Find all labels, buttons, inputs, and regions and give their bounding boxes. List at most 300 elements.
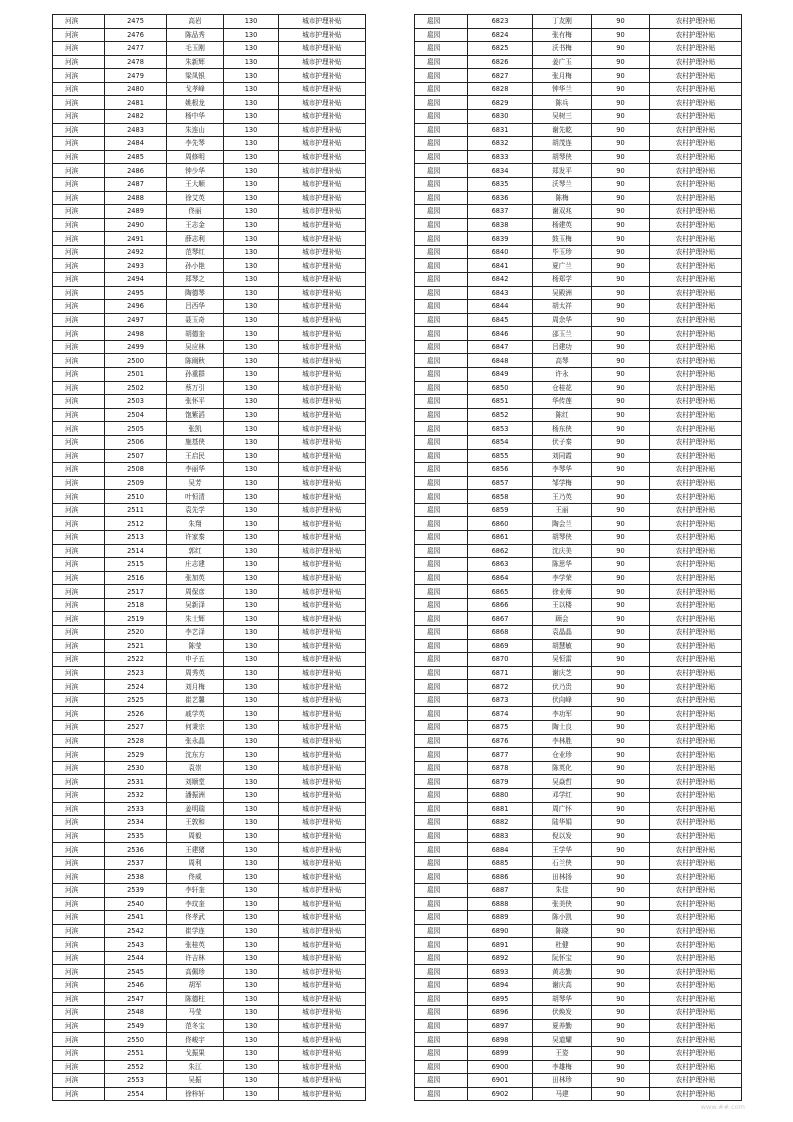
table-row [53, 829, 366, 843]
subsidy-type-cell: 农村护理补贴 [650, 110, 742, 124]
name-cell: 夏广兰 [533, 259, 592, 273]
amount-cell: 130 [224, 544, 279, 558]
name-cell: 石兰侠 [533, 856, 592, 870]
amount-cell: 130 [224, 911, 279, 925]
name-cell: 陈莹 [167, 639, 224, 653]
subsidy-type-cell: 农村护理补贴 [650, 707, 742, 721]
district-cell: 河滨 [53, 924, 105, 938]
name-cell: 谢先乾 [533, 123, 592, 137]
amount-cell: 90 [592, 82, 650, 96]
district-cell: 扈园 [415, 300, 468, 314]
district-cell: 河滨 [53, 1046, 105, 1060]
subsidy-type-cell: 农村护理补贴 [650, 748, 742, 762]
amount-cell: 130 [224, 707, 279, 721]
district-cell: 扈园 [415, 150, 468, 164]
table-row [53, 490, 366, 504]
table-row [415, 884, 742, 898]
subsidy-type-cell: 农村护理补贴 [650, 829, 742, 843]
table-row [415, 300, 742, 314]
subsidy-type-cell: 农村护理补贴 [650, 218, 742, 232]
serial-number-cell: 6868 [468, 626, 533, 640]
name-cell: 郑琴之 [167, 272, 224, 286]
amount-cell: 130 [224, 558, 279, 572]
serial-number-cell: 6884 [468, 843, 533, 857]
amount-cell: 130 [224, 205, 279, 219]
amount-cell: 90 [592, 911, 650, 925]
table-row [53, 327, 366, 341]
subsidy-type-cell: 农村护理补贴 [650, 585, 742, 599]
name-cell: 刘顺堂 [167, 775, 224, 789]
serial-number-cell: 2531 [105, 775, 167, 789]
subsidy-type-cell: 城市护理补贴 [279, 490, 366, 504]
serial-number-cell: 6889 [468, 911, 533, 925]
amount-cell: 130 [224, 1074, 279, 1088]
table-row [53, 354, 366, 368]
table-row [53, 1019, 366, 1033]
amount-cell: 130 [224, 15, 279, 29]
amount-cell: 90 [592, 205, 650, 219]
subsidy-type-cell: 农村护理补贴 [650, 666, 742, 680]
district-cell: 河滨 [53, 721, 105, 735]
district-cell: 扈园 [415, 503, 468, 517]
subsidy-type-cell: 城市护理补贴 [279, 286, 366, 300]
serial-number-cell: 6830 [468, 110, 533, 124]
amount-cell: 130 [224, 870, 279, 884]
district-cell: 扈园 [415, 137, 468, 151]
subsidy-type-cell: 城市护理补贴 [279, 313, 366, 327]
name-cell: 鼓玉梅 [533, 232, 592, 246]
table-row [415, 449, 742, 463]
district-cell: 扈园 [415, 449, 468, 463]
district-cell: 河滨 [53, 218, 105, 232]
amount-cell: 90 [592, 612, 650, 626]
amount-cell: 90 [592, 1019, 650, 1033]
amount-cell: 130 [224, 232, 279, 246]
serial-number-cell: 2479 [105, 69, 167, 83]
district-cell: 河滨 [53, 259, 105, 273]
serial-number-cell: 2505 [105, 422, 167, 436]
name-cell: 胡琴侠 [533, 530, 592, 544]
table-row [53, 463, 366, 477]
subsidy-type-cell: 城市护理补贴 [279, 734, 366, 748]
district-cell: 扈园 [415, 476, 468, 490]
serial-number-cell: 6867 [468, 612, 533, 626]
table-row [415, 395, 742, 409]
amount-cell: 130 [224, 924, 279, 938]
district-cell: 河滨 [53, 150, 105, 164]
amount-cell: 90 [592, 300, 650, 314]
name-cell: 许吉林 [167, 951, 224, 965]
serial-number-cell: 6883 [468, 829, 533, 843]
serial-number-cell: 2545 [105, 965, 167, 979]
amount-cell: 90 [592, 829, 650, 843]
name-cell: 王乃英 [533, 490, 592, 504]
name-cell: 张有梅 [533, 28, 592, 42]
district-cell: 河滨 [53, 938, 105, 952]
district-cell: 扈园 [415, 734, 468, 748]
table-row [53, 693, 366, 707]
table-row [415, 15, 742, 29]
subsidy-type-cell: 城市护理补贴 [279, 15, 366, 29]
serial-number-cell: 6885 [468, 856, 533, 870]
amount-cell: 130 [224, 598, 279, 612]
serial-number-cell: 2500 [105, 354, 167, 368]
table-row [415, 1006, 742, 1020]
table-row [53, 449, 366, 463]
district-cell: 扈园 [415, 164, 468, 178]
subsidy-type-cell: 农村护理补贴 [650, 137, 742, 151]
table-row [53, 721, 366, 735]
district-cell: 河滨 [53, 1019, 105, 1033]
serial-number-cell: 2475 [105, 15, 167, 29]
amount-cell: 130 [224, 340, 279, 354]
subsidy-type-cell: 城市护理补贴 [279, 232, 366, 246]
subsidy-type-cell: 农村护理补贴 [650, 992, 742, 1006]
name-cell: 王以楼 [533, 598, 592, 612]
name-cell: 谢双兆 [533, 205, 592, 219]
subsidy-type-cell: 农村护理补贴 [650, 571, 742, 585]
amount-cell: 90 [592, 653, 650, 667]
table-row [415, 721, 742, 735]
serial-number-cell: 2494 [105, 272, 167, 286]
serial-number-cell: 6825 [468, 42, 533, 56]
amount-cell: 130 [224, 965, 279, 979]
district-cell: 扈园 [415, 1006, 468, 1020]
serial-number-cell: 2538 [105, 870, 167, 884]
name-cell: 夏养勤 [533, 1019, 592, 1033]
name-cell: 蔡万引 [167, 381, 224, 395]
amount-cell: 90 [592, 870, 650, 884]
table-row [415, 96, 742, 110]
district-cell: 扈园 [415, 340, 468, 354]
subsidy-type-cell: 农村护理补贴 [650, 272, 742, 286]
amount-cell: 90 [592, 544, 650, 558]
name-cell: 许永 [533, 368, 592, 382]
table-row [415, 612, 742, 626]
serial-number-cell: 2543 [105, 938, 167, 952]
district-cell: 河滨 [53, 707, 105, 721]
name-cell: 庄志建 [167, 558, 224, 572]
name-cell: 张美侠 [533, 897, 592, 911]
serial-number-cell: 2519 [105, 612, 167, 626]
table-row [415, 680, 742, 694]
name-cell: 沈东方 [167, 748, 224, 762]
subsidy-type-cell: 城市护理补贴 [279, 979, 366, 993]
name-cell: 仓桂花 [533, 381, 592, 395]
district-cell: 河滨 [53, 1074, 105, 1088]
subsidy-type-cell: 农村护理补贴 [650, 55, 742, 69]
name-cell: 朱佳 [533, 884, 592, 898]
name-cell: 聂玉奇 [167, 313, 224, 327]
table-row [53, 340, 366, 354]
district-cell: 扈园 [415, 992, 468, 1006]
table-row [415, 490, 742, 504]
amount-cell: 130 [224, 721, 279, 735]
serial-number-cell: 2546 [105, 979, 167, 993]
district-cell: 河滨 [53, 965, 105, 979]
serial-number-cell: 6878 [468, 761, 533, 775]
district-cell: 扈园 [415, 951, 468, 965]
table-row [415, 965, 742, 979]
serial-number-cell: 2514 [105, 544, 167, 558]
name-cell: 佟孝武 [167, 911, 224, 925]
amount-cell: 130 [224, 381, 279, 395]
serial-number-cell: 6827 [468, 69, 533, 83]
amount-cell: 90 [592, 802, 650, 816]
subsidy-type-cell: 城市护理补贴 [279, 884, 366, 898]
amount-cell: 90 [592, 259, 650, 273]
name-cell: 王姿 [533, 1046, 592, 1060]
subsidy-type-cell: 农村护理补贴 [650, 164, 742, 178]
table-row [53, 42, 366, 56]
serial-number-cell: 6871 [468, 666, 533, 680]
amount-cell: 130 [224, 653, 279, 667]
table-row [53, 422, 366, 436]
serial-number-cell: 6864 [468, 571, 533, 585]
district-cell: 扈园 [415, 368, 468, 382]
subsidy-type-cell: 城市护理补贴 [279, 653, 366, 667]
subsidy-type-cell: 城市护理补贴 [279, 340, 366, 354]
amount-cell: 130 [224, 490, 279, 504]
name-cell: 仓业珍 [533, 748, 592, 762]
name-cell: 姜明瑞 [167, 802, 224, 816]
serial-number-cell: 6854 [468, 435, 533, 449]
serial-number-cell: 6851 [468, 395, 533, 409]
subsidy-type-cell: 农村护理补贴 [650, 938, 742, 952]
table-row [415, 463, 742, 477]
district-cell: 扈园 [415, 761, 468, 775]
district-cell: 扈园 [415, 884, 468, 898]
table-row [53, 191, 366, 205]
amount-cell: 90 [592, 721, 650, 735]
name-cell: 陈德柱 [167, 992, 224, 1006]
serial-number-cell: 6869 [468, 639, 533, 653]
amount-cell: 90 [592, 884, 650, 898]
table-row [415, 232, 742, 246]
amount-cell: 90 [592, 843, 650, 857]
serial-number-cell: 6899 [468, 1046, 533, 1060]
table-row [53, 530, 366, 544]
subsidy-type-cell: 农村护理补贴 [650, 1019, 742, 1033]
serial-number-cell: 6849 [468, 368, 533, 382]
amount-cell: 130 [224, 395, 279, 409]
district-cell: 扈园 [415, 1019, 468, 1033]
amount-cell: 90 [592, 490, 650, 504]
name-cell: 施基侠 [167, 435, 224, 449]
amount-cell: 90 [592, 15, 650, 29]
amount-cell: 90 [592, 150, 650, 164]
serial-number-cell: 2524 [105, 680, 167, 694]
amount-cell: 130 [224, 585, 279, 599]
serial-number-cell: 6888 [468, 897, 533, 911]
subsidy-type-cell: 农村护理补贴 [650, 544, 742, 558]
subsidy-type-cell: 城市护理补贴 [279, 992, 366, 1006]
subsidy-type-cell: 城市护理补贴 [279, 191, 366, 205]
table-row [53, 816, 366, 830]
amount-cell: 130 [224, 802, 279, 816]
district-cell: 扈园 [415, 1033, 468, 1047]
amount-cell: 130 [224, 463, 279, 477]
subsidy-type-cell: 城市护理补贴 [279, 272, 366, 286]
table-row [415, 191, 742, 205]
serial-number-cell: 2554 [105, 1087, 167, 1101]
district-cell: 扈园 [415, 272, 468, 286]
table-row [415, 218, 742, 232]
subsidy-type-cell: 农村护理补贴 [650, 721, 742, 735]
amount-cell: 90 [592, 96, 650, 110]
amount-cell: 130 [224, 884, 279, 898]
serial-number-cell: 6823 [468, 15, 533, 29]
subsidy-type-cell: 城市护理补贴 [279, 476, 366, 490]
district-cell: 扈园 [415, 313, 468, 327]
serial-number-cell: 2536 [105, 843, 167, 857]
district-cell: 扈园 [415, 829, 468, 843]
right-subsidy-table [414, 14, 742, 1101]
name-cell: 范琴红 [167, 245, 224, 259]
name-cell: 张永晶 [167, 734, 224, 748]
subsidy-type-cell: 农村护理补贴 [650, 435, 742, 449]
district-cell: 河滨 [53, 775, 105, 789]
district-cell: 扈园 [415, 775, 468, 789]
serial-number-cell: 6855 [468, 449, 533, 463]
district-cell: 扈园 [415, 15, 468, 29]
amount-cell: 130 [224, 123, 279, 137]
subsidy-type-cell: 城市护理补贴 [279, 517, 366, 531]
name-cell: 范冬宝 [167, 1019, 224, 1033]
subsidy-type-cell: 农村护理补贴 [650, 245, 742, 259]
subsidy-type-cell: 城市护理补贴 [279, 327, 366, 341]
table-row [53, 965, 366, 979]
serial-number-cell: 2515 [105, 558, 167, 572]
table-row [53, 272, 366, 286]
district-cell: 扈园 [415, 965, 468, 979]
name-cell: 伏焕发 [533, 1006, 592, 1020]
name-cell: 佟丽 [167, 205, 224, 219]
subsidy-type-cell: 农村护理补贴 [650, 788, 742, 802]
district-cell: 扈园 [415, 816, 468, 830]
name-cell: 阮怀宝 [533, 951, 592, 965]
amount-cell: 130 [224, 843, 279, 857]
table-row [53, 938, 366, 952]
table-row [53, 734, 366, 748]
amount-cell: 90 [592, 951, 650, 965]
amount-cell: 130 [224, 449, 279, 463]
serial-number-cell: 2525 [105, 693, 167, 707]
district-cell: 扈园 [415, 897, 468, 911]
subsidy-type-cell: 城市护理补贴 [279, 530, 366, 544]
serial-number-cell: 2544 [105, 951, 167, 965]
table-row [53, 761, 366, 775]
table-row [53, 571, 366, 585]
table-row [53, 653, 366, 667]
serial-number-cell: 6865 [468, 585, 533, 599]
name-cell: 潘振洲 [167, 788, 224, 802]
subsidy-type-cell: 农村护理补贴 [650, 1033, 742, 1047]
subsidy-type-cell: 农村护理补贴 [650, 15, 742, 29]
amount-cell: 90 [592, 449, 650, 463]
subsidy-type-cell: 农村护理补贴 [650, 354, 742, 368]
serial-number-cell: 6866 [468, 598, 533, 612]
serial-number-cell: 6860 [468, 517, 533, 531]
serial-number-cell: 6842 [468, 272, 533, 286]
subsidy-type-cell: 城市护理补贴 [279, 1087, 366, 1101]
name-cell: 李先琴 [167, 137, 224, 151]
amount-cell: 90 [592, 707, 650, 721]
subsidy-type-cell: 农村护理补贴 [650, 612, 742, 626]
amount-cell: 90 [592, 381, 650, 395]
serial-number-cell: 2487 [105, 177, 167, 191]
subsidy-type-cell: 城市护理补贴 [279, 707, 366, 721]
table-row [415, 368, 742, 382]
name-cell: 胡太祥 [533, 300, 592, 314]
amount-cell: 90 [592, 517, 650, 531]
name-cell: 高佩珍 [167, 965, 224, 979]
district-cell: 扈园 [415, 354, 468, 368]
serial-number-cell: 2550 [105, 1033, 167, 1047]
table-row [53, 110, 366, 124]
subsidy-type-cell: 农村护理补贴 [650, 422, 742, 436]
subsidy-type-cell: 农村护理补贴 [650, 680, 742, 694]
serial-number-cell: 2518 [105, 598, 167, 612]
district-cell: 河滨 [53, 490, 105, 504]
serial-number-cell: 6856 [468, 463, 533, 477]
serial-number-cell: 6861 [468, 530, 533, 544]
amount-cell: 130 [224, 82, 279, 96]
serial-number-cell: 6897 [468, 1019, 533, 1033]
table-row [415, 42, 742, 56]
name-cell: 徐业师 [533, 585, 592, 599]
subsidy-type-cell: 城市护理补贴 [279, 951, 366, 965]
amount-cell: 90 [592, 55, 650, 69]
subsidy-type-cell: 城市护理补贴 [279, 218, 366, 232]
serial-number-cell: 2507 [105, 449, 167, 463]
district-cell: 扈园 [415, 28, 468, 42]
subsidy-type-cell: 农村护理补贴 [650, 490, 742, 504]
subsidy-type-cell: 农村护理补贴 [650, 843, 742, 857]
amount-cell: 90 [592, 110, 650, 124]
subsidy-type-cell: 城市护理补贴 [279, 449, 366, 463]
amount-cell: 130 [224, 286, 279, 300]
serial-number-cell: 6857 [468, 476, 533, 490]
amount-cell: 90 [592, 286, 650, 300]
serial-number-cell: 6870 [468, 653, 533, 667]
table-row [415, 286, 742, 300]
district-cell: 河滨 [53, 286, 105, 300]
table-row [415, 843, 742, 857]
name-cell: 陈兵 [533, 96, 592, 110]
subsidy-type-cell: 城市护理补贴 [279, 435, 366, 449]
table-row [53, 408, 366, 422]
subsidy-type-cell: 城市护理补贴 [279, 1006, 366, 1020]
serial-number-cell: 2552 [105, 1060, 167, 1074]
table-row [53, 856, 366, 870]
subsidy-type-cell: 城市护理补贴 [279, 775, 366, 789]
amount-cell: 90 [592, 924, 650, 938]
subsidy-type-cell: 城市护理补贴 [279, 28, 366, 42]
subsidy-type-cell: 农村护理补贴 [650, 965, 742, 979]
serial-number-cell: 6828 [468, 82, 533, 96]
table-row [53, 218, 366, 232]
table-row [415, 1060, 742, 1074]
amount-cell: 90 [592, 313, 650, 327]
district-cell: 扈园 [415, 110, 468, 124]
amount-cell: 130 [224, 951, 279, 965]
table-row [53, 598, 366, 612]
subsidy-type-cell: 农村护理补贴 [650, 1074, 742, 1088]
district-cell: 扈园 [415, 938, 468, 952]
table-row [415, 150, 742, 164]
subsidy-type-cell: 农村护理补贴 [650, 1087, 742, 1101]
